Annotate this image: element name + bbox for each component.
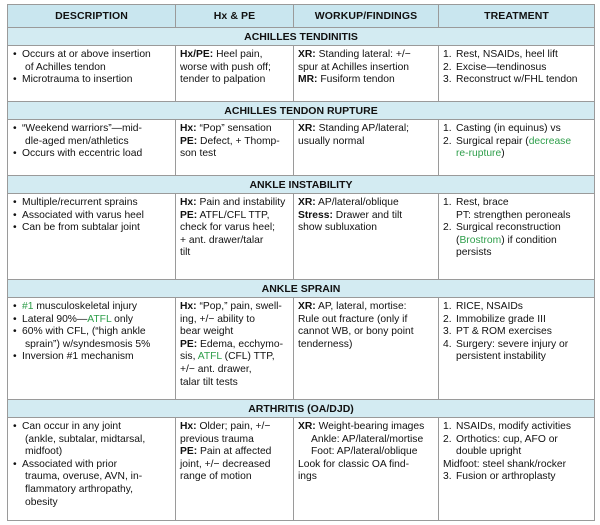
text-line: Pain at affected [197,446,272,458]
section-header-row [8,28,595,46]
text-line: Immobilize grade III [456,313,546,325]
text-line: persistent instability [456,351,546,363]
workup-cell [294,298,439,400]
description-cell [8,46,176,102]
treatment-cell [439,120,595,176]
text-line: flammatory arthropathy, [25,483,133,495]
bullet-item: • “Weekend warriors”—mid- [12,123,171,136]
label-hx: Hx: [180,301,197,312]
text-line: spur at Achilles insertion [298,61,410,73]
text-line: Edema, ecchymo- [197,338,284,350]
bullet-item: • Associated with prior [12,459,171,472]
bullet-item [12,314,171,327]
item-number: 1. [443,421,452,432]
highlighted-term: ATFL [87,313,112,325]
table-row [8,46,595,102]
item-number: 2. [443,433,452,445]
description-cell [8,194,176,280]
hx-pe-cell [176,418,294,521]
bullet-item: • Occurs at or above insertion [12,49,171,62]
item-number: 1. [443,197,452,208]
text-line: Fusiform tendon [317,74,395,86]
text-line: Orthotics: cup, AFO or [456,433,558,445]
text-line: of Achilles tendon [25,61,106,73]
text-line: tilt [180,247,191,259]
text-line: ( [456,234,460,246]
workup-cell [294,46,439,102]
label-pe: PE: [180,338,198,350]
text-line: sprain”) w/syndesmosis 5% [25,338,151,350]
treatment-cell [439,298,595,400]
text-line: Surgical repair ( [456,135,529,147]
table-row [8,418,595,521]
text-line: (ankle, subtalar, midtarsal, [25,433,146,445]
text-line: worse with push off; [180,61,271,73]
text-line: Rest, brace [456,197,509,208]
text-line: ) if condition [501,234,557,246]
text-line: check for varus heel; [180,222,276,234]
table-row [8,194,595,280]
section-title-achilles-tendinitis: ACHILLES TENDINITIS [8,28,595,46]
bullet-item: • Inversion #1 mechanism [12,351,171,364]
text-line: ing, +/− ability to [180,313,255,325]
hx-pe-cell [176,194,294,280]
table-row [8,120,595,176]
text-line: “Pop,” pain, swell- [196,301,282,312]
label-xr: XR: [298,301,316,312]
highlighted-term: Brostrom [459,234,502,246]
text-line: Defect, + Thomp- [197,135,280,147]
label-stress: Stress: [298,209,333,221]
item-number: 3. [443,74,452,86]
text-line: ) [501,148,505,160]
item-number: 1. [443,301,452,312]
hx-pe-cell [176,298,294,400]
item-number: 3. [443,326,452,338]
workup-cell [294,194,439,280]
text-line: Fusion or arthroplasty [456,471,556,483]
label-hx: Hx: [180,123,197,134]
text-line: son test [180,148,217,160]
section-header-row [8,400,595,418]
highlighted-term: re-rupture [456,148,502,160]
workup-cell [294,418,439,521]
text-line: Weight-bearing images [315,421,425,432]
item-number: 2. [443,61,452,73]
text-line: only [111,313,134,325]
text-line: Foot: AP/lateral/oblique [311,446,418,458]
bullet-item: • Microtrauma to insertion [12,74,171,87]
section-title-ankle-instability: ANKLE INSTABILITY [8,176,595,194]
text-line: Surgery: severe injury or [456,338,569,350]
treatment-cell [439,194,595,280]
column-header-hx-pe: Hx & PE [176,5,294,28]
bullet-item: • Occurs with eccentric load [12,148,171,161]
label-xr: XR: [298,197,316,208]
label-xr: XR: [298,421,316,432]
label-xr: XR: [298,49,316,60]
text-line: Rule out fracture (only if [298,313,408,325]
label-hx: Hx: [180,197,197,208]
item-number: 2. [443,313,452,325]
text-line: bear weight [180,326,234,338]
text-line: joint, +/− decreased [180,458,271,470]
treatment-cell [439,418,595,521]
item-number: 3. [443,471,452,483]
section-title-arthritis: ARTHRITIS (OA/DJD) [8,400,595,418]
text-line: usually normal [298,135,365,147]
text-line: musculoskeletal injury [33,301,138,312]
text-line: Lateral 90%— [22,313,88,325]
text-line: Older; pain, +/− [196,421,271,432]
label-hx: Hx: [180,421,197,432]
label-mr: MR: [298,74,318,86]
text-line: previous trauma [180,433,254,445]
item-number: 4. [443,338,452,350]
text-line: NSAIDs, modify activities [456,421,572,432]
item-number: 1. [443,49,452,60]
bullet-item [12,301,171,314]
text-line: trauma, overuse, AVN, in- [25,471,143,483]
text-line: RICE, NSAIDs [456,301,523,312]
text-line: Ankle: AP/lateral/mortise [311,433,424,445]
highlighted-term: decrease [528,135,572,147]
text-line: +/− ant. drawer, [180,363,252,375]
bullet-item: • Can be from subtalar joint [12,222,171,235]
text-line: Drawer and tilt [332,209,403,221]
text-line: Heel pain, [213,49,263,60]
header-row [8,5,595,28]
text-line: Excise—tendinosus [456,61,547,73]
section-title-achilles-rupture: ACHILLES TENDON RUPTURE [8,102,595,120]
workup-cell [294,120,439,176]
item-number: 2. [443,135,452,147]
highlighted-term: #1 [22,301,34,312]
hx-pe-cell [176,46,294,102]
text-line: tender to palpation [180,74,266,86]
text-line: tenderness) [298,338,353,350]
item-number: 1. [443,123,452,134]
column-header-treatment: TREATMENT [439,5,595,28]
bullet-item: • 60% with CFL, (“high ankle [12,326,171,339]
description-cell [8,418,176,521]
label-hx-pe: Hx/PE: [180,49,214,60]
text-line: obesity [25,496,58,508]
table-row [8,298,595,400]
text-line: Surgical reconstruction [456,222,561,234]
text-line: show subluxation [298,222,377,234]
highlighted-term: ATFL [197,351,222,363]
text-line: Reconstruct w/FHL tendon [456,74,578,86]
item-number: 2. [443,222,452,234]
text-line: PT: strengthen peroneals [456,209,571,221]
text-line: sis, [180,351,198,363]
hx-pe-cell [176,120,294,176]
bullet-item: • Can occur in any joint [12,421,171,434]
text-line: midfoot) [25,446,63,458]
text-line: Casting (in equinus) vs [456,123,561,134]
label-pe: PE: [180,209,198,221]
text-line: “Pop” sensation [196,123,272,134]
text-line: double upright [456,446,522,458]
text-line: Midfoot: steel shank/rocker [443,458,567,470]
text-line: ATFL/CFL TTP, [197,209,270,221]
text-line: Look for classic OA find- [298,458,410,470]
label-xr: XR: [298,123,316,134]
bullet-item: • Associated with varus heel [12,210,171,223]
label-pe: PE: [180,446,198,458]
text-line: dle-aged men/athletics [25,135,129,147]
bullet-item: • Multiple/recurrent sprains [12,197,171,210]
section-header-row [8,102,595,120]
text-line: Rest, NSAIDs, heel lift [456,49,558,60]
section-title-ankle-sprain: ANKLE SPRAIN [8,280,595,298]
label-pe: PE: [180,135,198,147]
text-line: (CFL) TTP, [221,351,275,363]
text-line: talar tilt tests [180,376,238,388]
column-header-workup: WORKUP/FINDINGS [294,5,439,28]
section-header-row [8,280,595,298]
text-line: persists [456,247,492,259]
text-line: Pain and instability [196,197,286,208]
description-cell [8,298,176,400]
text-line: ings [298,471,317,483]
text-line: PT & ROM exercises [456,326,552,338]
text-line: Standing lateral: +/− [315,49,411,60]
text-line: AP, lateral, mortise: [315,301,407,312]
text-line: AP/lateral/oblique [315,197,399,208]
text-line: + ant. drawer/talar [180,234,264,246]
text-line: cannot WB, or bony point [298,326,414,338]
text-line: range of motion [180,471,252,483]
description-cell [8,120,176,176]
section-header-row [8,176,595,194]
treatment-cell [439,46,595,102]
column-header-description: DESCRIPTION [8,5,176,28]
orthopedic-reference-table [7,4,595,521]
text-line: Standing AP/lateral; [315,123,410,134]
